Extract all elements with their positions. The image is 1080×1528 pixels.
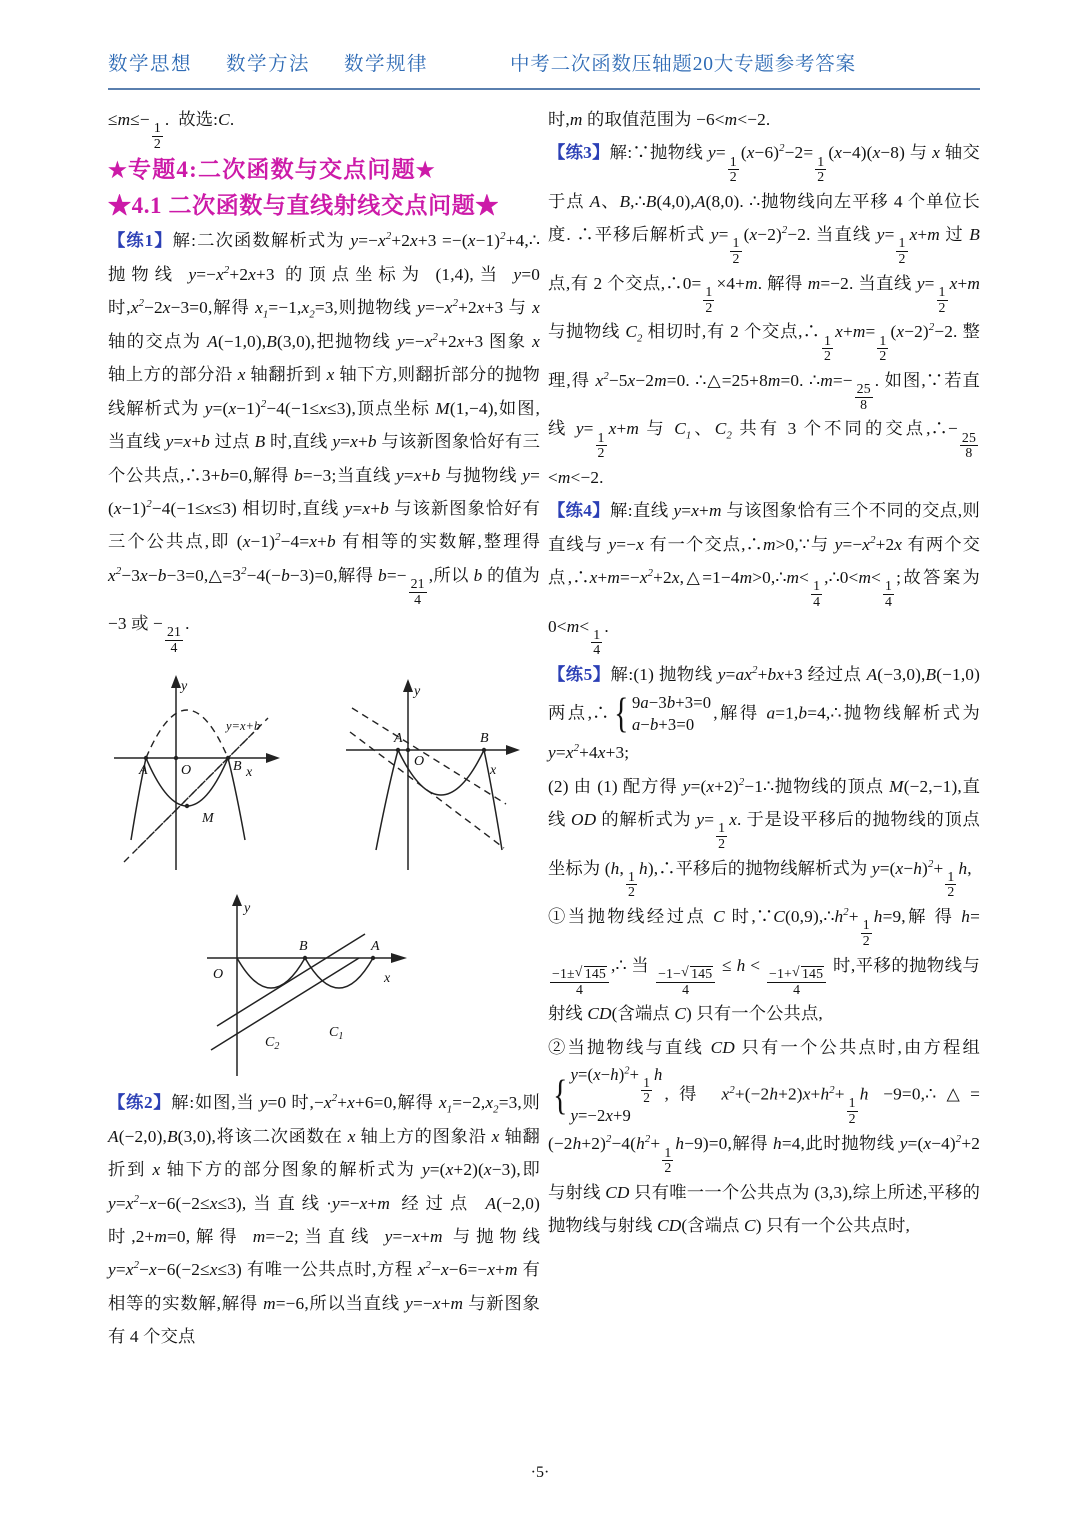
figure-3-curve-C2: $C_2$ bbox=[265, 1034, 280, 1052]
figure-3 bbox=[179, 886, 469, 1086]
header-item-2: 数学规律 bbox=[344, 54, 429, 75]
figure-2-point-O: O bbox=[414, 753, 425, 769]
exercise-2-continued: 时,m 的取值范围为 −6<m<−2. bbox=[548, 110, 771, 129]
figure-3-curve-C1: $C_1$ bbox=[329, 1024, 344, 1042]
figure-1-point-B: B bbox=[233, 758, 242, 774]
figure-3-x-label: x bbox=[384, 970, 391, 986]
figure-3-point-B: B bbox=[299, 938, 308, 954]
figure-3-point-A: A bbox=[371, 938, 380, 954]
exercise-5-solution: 【练5】解:(1) 抛物线 $y=ax^2+bx+3$ 经过点 A(−3,0),B(−1,0) 两点,∴ { 9a−3b+3=0 a−b+3=0 ,解得 a=1,b=4,∴抛物线解析式为 $y=x^2+4x+3$; bbox=[548, 664, 981, 763]
exercise-3-label: 【练3】 bbox=[548, 143, 610, 163]
figure-1 bbox=[108, 670, 320, 880]
header-item-1: 数学方法 bbox=[226, 54, 311, 75]
star-icon-sub-right: ★ bbox=[475, 192, 499, 218]
figure-row-1 bbox=[108, 670, 540, 880]
figure-1-line-label: y=x+b bbox=[226, 718, 261, 733]
figure-2-x-label: x bbox=[490, 762, 497, 778]
figure-2-y-label: y bbox=[414, 683, 421, 699]
figure-2-svg bbox=[340, 670, 540, 880]
header-right-title: 中考二次函数压轴题20大专题参考答案 bbox=[510, 54, 856, 75]
star-icon-sub-left: ★ bbox=[108, 192, 132, 218]
exercise-5-label: 【练5】 bbox=[548, 665, 611, 685]
figure-1-point-O: O bbox=[181, 762, 192, 778]
star-icon-right: ★ bbox=[415, 157, 436, 182]
exercise-3-solution: 【练3】解:∵抛物线 y= $\frac{1}{2}$ $(x-6)^2-2=$ $\frac{1}{2}$ (x−4)(x−8) 与 x 轴交于点 A、B,∴B(4,0),A(8,0). ∴抛物线向左平移 4 个单位长度. ∴平移后解析式 y= $\frac{1}{2}$ $(x-2)^2-2$. 当直线 y= $\frac{1}{2}$ x+m 过 B 点,有 2 个交点,∴0= $\frac{1}{2}$ ×4+m. 解得 m=−2. 当直线 y= $\frac{1}{2}$ x+m 与抛物线 $C_2$ 相切时,有 2 个交点,∴ $\frac{1}{2}$ x+m= $\frac{1}{2}$ $(x-2)^2-2$. 整理,得 $x^2-5x-2m=0$. ∴△=25+8m=0. ∴m=− $\frac{25}{8}$ . 如图,∵若直线 y= $\frac{1}{2}$ x+m 与 $C_1$、$C_2$ 共有 3 个不同的交点,∴− $\frac{25}{8}$ <m<−2. bbox=[548, 142, 981, 487]
figure-1-y-label: y bbox=[181, 678, 188, 694]
page-header bbox=[108, 48, 980, 90]
right-column bbox=[548, 103, 980, 1243]
carryover-line: ≤m≤− $\frac{1}{2}$ . 故选:C. bbox=[108, 110, 235, 151]
figure-1-point-M: M bbox=[202, 810, 214, 826]
figure-3-svg bbox=[179, 886, 469, 1086]
figure-1-point-A: A bbox=[139, 762, 148, 778]
topic-heading bbox=[108, 152, 540, 188]
header-left-titles bbox=[108, 48, 428, 76]
exercise-2-solution: 【练2】解:如图,当 y=0 时$,-x^2+x+6=0$,解得 $x_1=-2,x_2=3$,则 A(−2,0),B(3,0),将该二次函数在 x 轴上方的图象沿 x 轴翻折到 x 轴下方的部分图象的解析式为 y=(x+2)(x−3),即 $y=x^2-x-6(-2\le x\le 3)$,当直线·y=−x+m 经过点 A(−2,0) 时,2+m=0,解得 m=−2;当直线 y=−x+m 与抛物线 $y=x^2-x-6(-2\le x\le 3)$ 有唯一公共点时,方程 $x^2-x-6=-x+m$ 有相等的实数解,解得 m=−6,所以当直线 y=−x+m 与新图象有 4 个交点 bbox=[108, 1091, 541, 1347]
header-divider bbox=[108, 88, 980, 90]
equation-system-2: { $y=(x-h)^2+$ $\frac{1}{2}$ h y=−2x+9 bbox=[553, 1064, 663, 1126]
exercise-1-label: 【练1】 bbox=[108, 231, 173, 251]
figure-row-2 bbox=[108, 886, 540, 1086]
exercise-4-label: 【练4】 bbox=[548, 501, 610, 521]
figure-3-point-O: O bbox=[213, 966, 224, 982]
page-number: ·5· bbox=[530, 1464, 550, 1481]
exercise-5-case-2: ②当抛物线与直线 CD 只有一个公共点时,由方程组 { $y=(x-h)^2+$ $\frac{1}{2}$ h y=−2x+9 ,得 $x^2+(-2h+2)x+h^2+$ $\frac{1}{2}$ $h -9=0,\therefore\triangle=(-2h+2)^2-4(h^2+$ $\frac{1}{2}$ h−9)=0,解得 h=4,此时抛物线 $y=(x-4)^2+2$ 与射线 CD 只有唯一一个公共点为 (3,3),综上所述,平移的抛物线与射线 CD(含端点 C) 只有一个公共点时, bbox=[548, 1037, 981, 1236]
figure-3-y-label: y bbox=[244, 900, 251, 916]
sub-heading-text: 4.1 二次函数与直线射线交点问题 bbox=[131, 192, 476, 218]
sub-heading bbox=[108, 188, 540, 224]
header-item-0: 数学思想 bbox=[108, 54, 193, 75]
exercise-5-part-2: (2) 由 (1) 配方得 $y=(x+2)^2-1\therefore$抛物线的顶点 M(−2,−1),直线 OD 的解析式为 y= $\frac{1}{2}$ x. 于是设平移后的抛物线的顶点坐标为 (h, $\frac{1}{2}$ h),∴平移后的抛物线解析式为 $y=(x-h)^2+$ $\frac{1}{2}$ h, bbox=[548, 775, 980, 900]
star-icon-left: ★ bbox=[108, 157, 129, 182]
equation-system-1: { 9a−3b+3=0 a−b+3=0 bbox=[614, 690, 712, 738]
left-column bbox=[108, 103, 540, 1354]
figure-2 bbox=[340, 670, 540, 880]
exercise-2-label: 【练2】 bbox=[108, 1092, 172, 1112]
figure-1-x-label: x bbox=[246, 764, 253, 780]
figure-2-point-A: A bbox=[394, 730, 403, 746]
figure-1-svg bbox=[108, 670, 320, 880]
topic-heading-text: 专题4:二次函数与交点问题 bbox=[128, 156, 416, 182]
exercise-4-solution: 【练4】解:直线 y=x+m 与该图象恰有三个不同的交点,则直线与 y=−x 有一个交点,∴m>0,∵与 $y=-x^2+2x$ 有两个交点$,\therefore x+m=-x^2+2x,\triangle=1-4m>0,\therefore m<$ $\frac{1}{4}$ ,∴0<m< $\frac{1}{4}$ ;故答案为 0<m< $\frac{1}{4}$ . bbox=[548, 501, 980, 658]
figure-2-point-B: B bbox=[480, 730, 489, 746]
exercise-1-solution: 【练1】解:二次函数解析式为 $y=-x^2+2x+3$ $=-(x-1)^2+4,\therefore$抛物线 $y=-x^2+2x+3$ 的顶点坐标为 (1,4),当 y=0 时$,x^2-2x-3=0$,解得 $x_1=-1,x_2=3$,则抛物线 $y=-x^2+2x+3$ 与 x 轴的交点为 A(−1,0),B(3,0),把抛物线 $y=-x^2+2x+3$ 图象 x 轴上方的部分沿 x 轴翻折到 x 轴下方,则翻折部分的抛物线解析式为 $y=(x-1)^2-4(-1\le x\le 3)$,顶点坐标 M(1,−4),如图,当直线 y=x+b 过点 B 时,直线 y=x+b 与该新图象恰好有三个公共点,∴3+b=0,解得 b=−3;当直线 y=x+b 与抛物线 $y=(x-1)^2-4(-1\le x\le 3)$ 相切时,直线 y=x+b 与该新图象恰好有三个公共点,即 $(x-1)^2-4=x+b$ 有相等的实数解,整理得 $x^2-3x-b-3=0,\triangle=3^2-4(-b-3)=0$,解得 b=− $\frac{21}{4}$ ,所以 b 的值为 −3 或 − $\frac{21}{4}$ . bbox=[108, 230, 541, 656]
exercise-5-case-1: ①当抛物线经过点 C 时$,\because C(0,9),\therefore h^2+$ $\frac{1}{2}$ h=9,解 得 h= $\frac{-1\pm √ 145}{4}$ ,∴ 当 $\frac{-1- √ 145}{4}$ ≤ h < $\frac{-1+ √ 145}{4}$ 时,平移的抛物线与射线 CD(含端点 C) 只有一个公共点, bbox=[548, 900, 980, 1030]
